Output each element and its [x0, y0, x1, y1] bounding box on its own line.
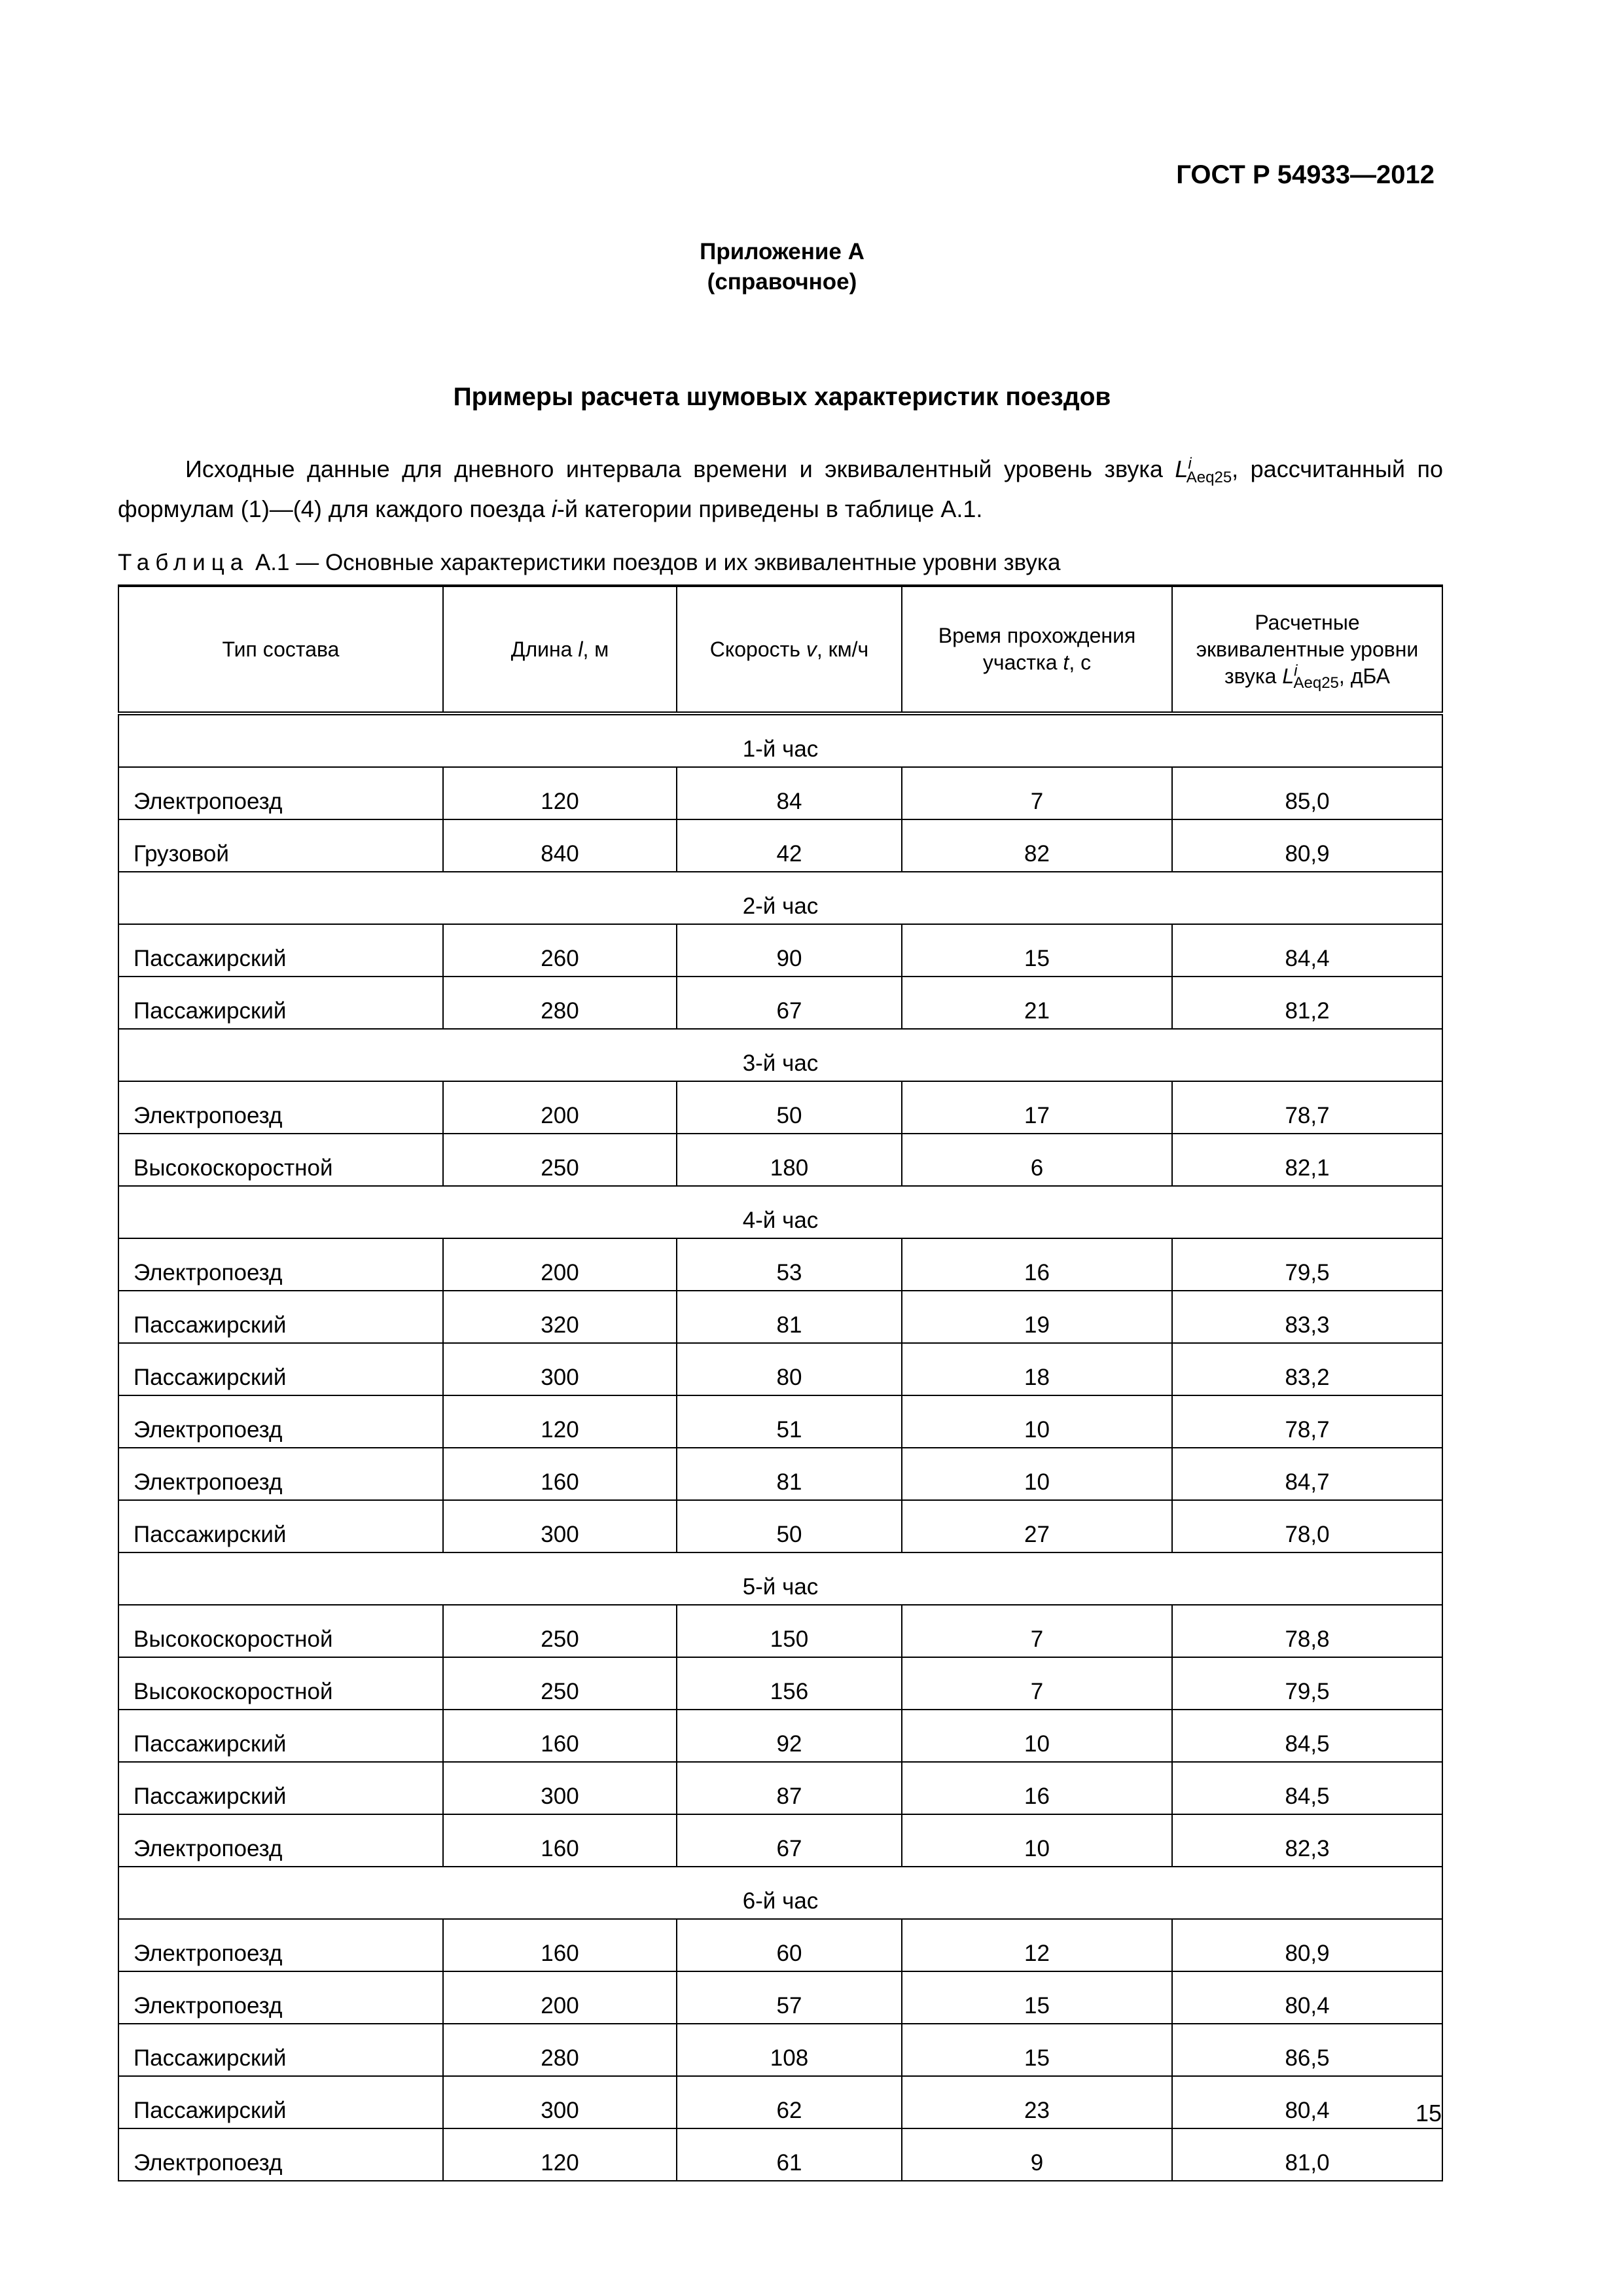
- cell-sound-level: 80,9: [1172, 1919, 1442, 1971]
- cell-train-type: Пассажирский: [118, 1291, 443, 1343]
- document-code: ГОСТ Р 54933—2012: [1176, 160, 1435, 189]
- table-header-row: [118, 586, 1442, 713]
- cell-speed: 50: [677, 1081, 902, 1134]
- cell-speed: 61: [677, 2128, 902, 2181]
- cell-speed: 156: [677, 1657, 902, 1710]
- cell-length: 260: [443, 924, 677, 977]
- hour-label: 4-й час: [118, 1186, 1442, 1238]
- cell-speed: 67: [677, 1814, 902, 1867]
- cell-train-type: Электропоезд: [118, 1238, 443, 1291]
- cell-time: 16: [902, 1238, 1172, 1291]
- paragraph-text: Исходные данные для дневного интервала времени и эквивалентный уровень звука: [185, 456, 1175, 482]
- table-row: [118, 767, 1442, 819]
- cell-time: 15: [902, 924, 1172, 977]
- symbol-sub: Aeq25: [1186, 469, 1232, 487]
- cell-time: 10: [902, 1448, 1172, 1500]
- cell-sound-level: 83,3: [1172, 1291, 1442, 1343]
- cell-sound-level: 82,1: [1172, 1134, 1442, 1186]
- cell-length: 120: [443, 767, 677, 819]
- cell-time: 15: [902, 1971, 1172, 2024]
- cell-train-type: Электропоезд: [118, 1919, 443, 1971]
- cell-length: 160: [443, 1448, 677, 1500]
- table-row: [118, 924, 1442, 977]
- table-row: [118, 1395, 1442, 1448]
- cell-train-type: Электропоезд: [118, 1448, 443, 1500]
- cell-speed: 92: [677, 1710, 902, 1762]
- cell-length: 300: [443, 1762, 677, 1814]
- cell-sound-level: 80,9: [1172, 819, 1442, 872]
- cell-speed: 87: [677, 1762, 902, 1814]
- cell-time: 19: [902, 1291, 1172, 1343]
- table-row: [118, 1500, 1442, 1552]
- cell-speed: 51: [677, 1395, 902, 1448]
- hour-label: 6-й час: [118, 1867, 1442, 1919]
- header-time: Время прохождения участка t, с: [902, 586, 1172, 713]
- appendix-title: Приложение А: [700, 239, 865, 264]
- cell-length: 160: [443, 1710, 677, 1762]
- cell-train-type: Пассажирский: [118, 1500, 443, 1552]
- cell-length: 120: [443, 1395, 677, 1448]
- cell-length: 200: [443, 1971, 677, 2024]
- cell-train-type: Пассажирский: [118, 2024, 443, 2076]
- cell-sound-level: 84,5: [1172, 1762, 1442, 1814]
- table-row: [118, 1134, 1442, 1186]
- cell-sound-level: 85,0: [1172, 767, 1442, 819]
- cell-length: 300: [443, 1500, 677, 1552]
- cell-speed: 67: [677, 977, 902, 1029]
- cell-time: 7: [902, 767, 1172, 819]
- cell-train-type: Электропоезд: [118, 2128, 443, 2181]
- cell-time: 18: [902, 1343, 1172, 1395]
- cell-sound-level: 81,2: [1172, 977, 1442, 1029]
- caption-label: Таблица: [118, 550, 249, 575]
- section-title: Примеры расчета шумовых характеристик поездов: [453, 383, 1111, 411]
- hour-label: 1-й час: [118, 713, 1442, 767]
- cell-train-type: Грузовой: [118, 819, 443, 872]
- cell-speed: 84: [677, 767, 902, 819]
- cell-length: 250: [443, 1134, 677, 1186]
- cell-sound-level: 78,7: [1172, 1395, 1442, 1448]
- table-row: [118, 1448, 1442, 1500]
- cell-time: 10: [902, 1814, 1172, 1867]
- cell-sound-level: 79,5: [1172, 1238, 1442, 1291]
- cell-speed: 80: [677, 1343, 902, 1395]
- cell-time: 9: [902, 2128, 1172, 2181]
- cell-train-type: Электропоезд: [118, 767, 443, 819]
- cell-sound-level: 79,5: [1172, 1657, 1442, 1710]
- cell-train-type: Пассажирский: [118, 924, 443, 977]
- cell-train-type: Пассажирский: [118, 1762, 443, 1814]
- hour-group-row: [118, 872, 1442, 924]
- cell-train-type: Пассажирский: [118, 977, 443, 1029]
- cell-length: 200: [443, 1081, 677, 1134]
- cell-train-type: Пассажирский: [118, 1343, 443, 1395]
- hour-group-row: [118, 1867, 1442, 1919]
- intro-paragraph: [118, 449, 1443, 529]
- header-type: Тип состава: [118, 586, 443, 713]
- cell-sound-level: 84,7: [1172, 1448, 1442, 1500]
- paragraph-text: -й категории приведены в таблице А.1.: [556, 495, 983, 522]
- cell-speed: 42: [677, 819, 902, 872]
- cell-train-type: Высокоскоростной: [118, 1605, 443, 1657]
- cell-time: 82: [902, 819, 1172, 872]
- cell-speed: 90: [677, 924, 902, 977]
- cell-length: 280: [443, 977, 677, 1029]
- cell-sound-level: 78,8: [1172, 1605, 1442, 1657]
- cell-sound-level: 81,0: [1172, 2128, 1442, 2181]
- hour-label: 2-й час: [118, 872, 1442, 924]
- cell-speed: 150: [677, 1605, 902, 1657]
- cell-speed: 81: [677, 1291, 902, 1343]
- cell-speed: 62: [677, 2076, 902, 2128]
- cell-speed: 108: [677, 2024, 902, 2076]
- cell-speed: 53: [677, 1238, 902, 1291]
- paragraph-text: , рассчитанный по формулам (1)—(4) для каждого поезда: [118, 456, 1443, 522]
- symbol-sup: i: [1188, 455, 1192, 473]
- table-row: [118, 1919, 1442, 1971]
- hour-group-row: [118, 1186, 1442, 1238]
- caption-text: А.1 — Основные характеристики поездов и их эквивалентные уровни звука: [249, 550, 1061, 575]
- cell-train-type: Пассажирский: [118, 1710, 443, 1762]
- hour-group-row: [118, 1029, 1442, 1081]
- cell-time: 7: [902, 1605, 1172, 1657]
- italic-i: i: [551, 495, 557, 522]
- table-row: [118, 1605, 1442, 1657]
- cell-sound-level: 86,5: [1172, 2024, 1442, 2076]
- cell-time: 16: [902, 1762, 1172, 1814]
- cell-length: 250: [443, 1605, 677, 1657]
- cell-length: 300: [443, 2076, 677, 2128]
- appendix-subtitle: (справочное): [707, 269, 857, 295]
- cell-length: 280: [443, 2024, 677, 2076]
- table-row: [118, 2024, 1442, 2076]
- cell-length: 160: [443, 1814, 677, 1867]
- cell-sound-level: 84,4: [1172, 924, 1442, 977]
- table-row: [118, 1814, 1442, 1867]
- table-row: [118, 2076, 1442, 2128]
- page-number: 15: [1415, 2100, 1442, 2126]
- table-row: [118, 1710, 1442, 1762]
- cell-length: 840: [443, 819, 677, 872]
- cell-train-type: Электропоезд: [118, 1081, 443, 1134]
- cell-length: 300: [443, 1343, 677, 1395]
- table-row: [118, 1291, 1442, 1343]
- cell-sound-level: 78,0: [1172, 1500, 1442, 1552]
- cell-time: 10: [902, 1710, 1172, 1762]
- cell-train-type: Электропоезд: [118, 1971, 443, 2024]
- cell-time: 15: [902, 2024, 1172, 2076]
- table-row: [118, 1971, 1442, 2024]
- table-row: [118, 819, 1442, 872]
- cell-speed: 180: [677, 1134, 902, 1186]
- cell-sound-level: 80,4: [1172, 1971, 1442, 2024]
- table-row: [118, 1238, 1442, 1291]
- hour-label: 3-й час: [118, 1029, 1442, 1081]
- cell-train-type: Высокоскоростной: [118, 1657, 443, 1710]
- cell-length: 120: [443, 2128, 677, 2181]
- appendix-heading: [0, 237, 1564, 297]
- cell-sound-level: 82,3: [1172, 1814, 1442, 1867]
- cell-time: 21: [902, 977, 1172, 1029]
- cell-train-type: Пассажирский: [118, 2076, 443, 2128]
- header-length: Длина l, м: [443, 586, 677, 713]
- cell-train-type: Электропоезд: [118, 1395, 443, 1448]
- cell-length: 200: [443, 1238, 677, 1291]
- hour-group-row: [118, 713, 1442, 767]
- table-caption: [118, 550, 1060, 576]
- hour-group-row: [118, 1552, 1442, 1605]
- table-row: [118, 1343, 1442, 1395]
- cell-train-type: Высокоскоростной: [118, 1134, 443, 1186]
- cell-sound-level: 84,5: [1172, 1710, 1442, 1762]
- cell-length: 320: [443, 1291, 677, 1343]
- cell-train-type: Электропоезд: [118, 1814, 443, 1867]
- header-speed: Скорость v, км/ч: [677, 586, 902, 713]
- cell-time: 23: [902, 2076, 1172, 2128]
- cell-speed: 50: [677, 1500, 902, 1552]
- cell-time: 17: [902, 1081, 1172, 1134]
- cell-speed: 81: [677, 1448, 902, 1500]
- cell-sound-level: 83,2: [1172, 1343, 1442, 1395]
- symbol-l: L: [1175, 456, 1188, 482]
- table-row: [118, 1081, 1442, 1134]
- header-level: Расчетные эквивалентные уровни звука $L^i_{Aeq25}$, дБА: [1172, 586, 1442, 713]
- cell-sound-level: 80,4: [1172, 2076, 1442, 2128]
- cell-time: 27: [902, 1500, 1172, 1552]
- cell-time: 10: [902, 1395, 1172, 1448]
- table-row: [118, 1762, 1442, 1814]
- cell-speed: 60: [677, 1919, 902, 1971]
- cell-length: 250: [443, 1657, 677, 1710]
- cell-time: 7: [902, 1657, 1172, 1710]
- table-row: [118, 977, 1442, 1029]
- cell-speed: 57: [677, 1971, 902, 2024]
- table-row: [118, 1657, 1442, 1710]
- cell-sound-level: 78,7: [1172, 1081, 1442, 1134]
- cell-length: 160: [443, 1919, 677, 1971]
- cell-time: 6: [902, 1134, 1172, 1186]
- hour-label: 5-й час: [118, 1552, 1442, 1605]
- table-row: [118, 2128, 1442, 2181]
- train-characteristics-table: [118, 584, 1443, 2181]
- cell-time: 12: [902, 1919, 1172, 1971]
